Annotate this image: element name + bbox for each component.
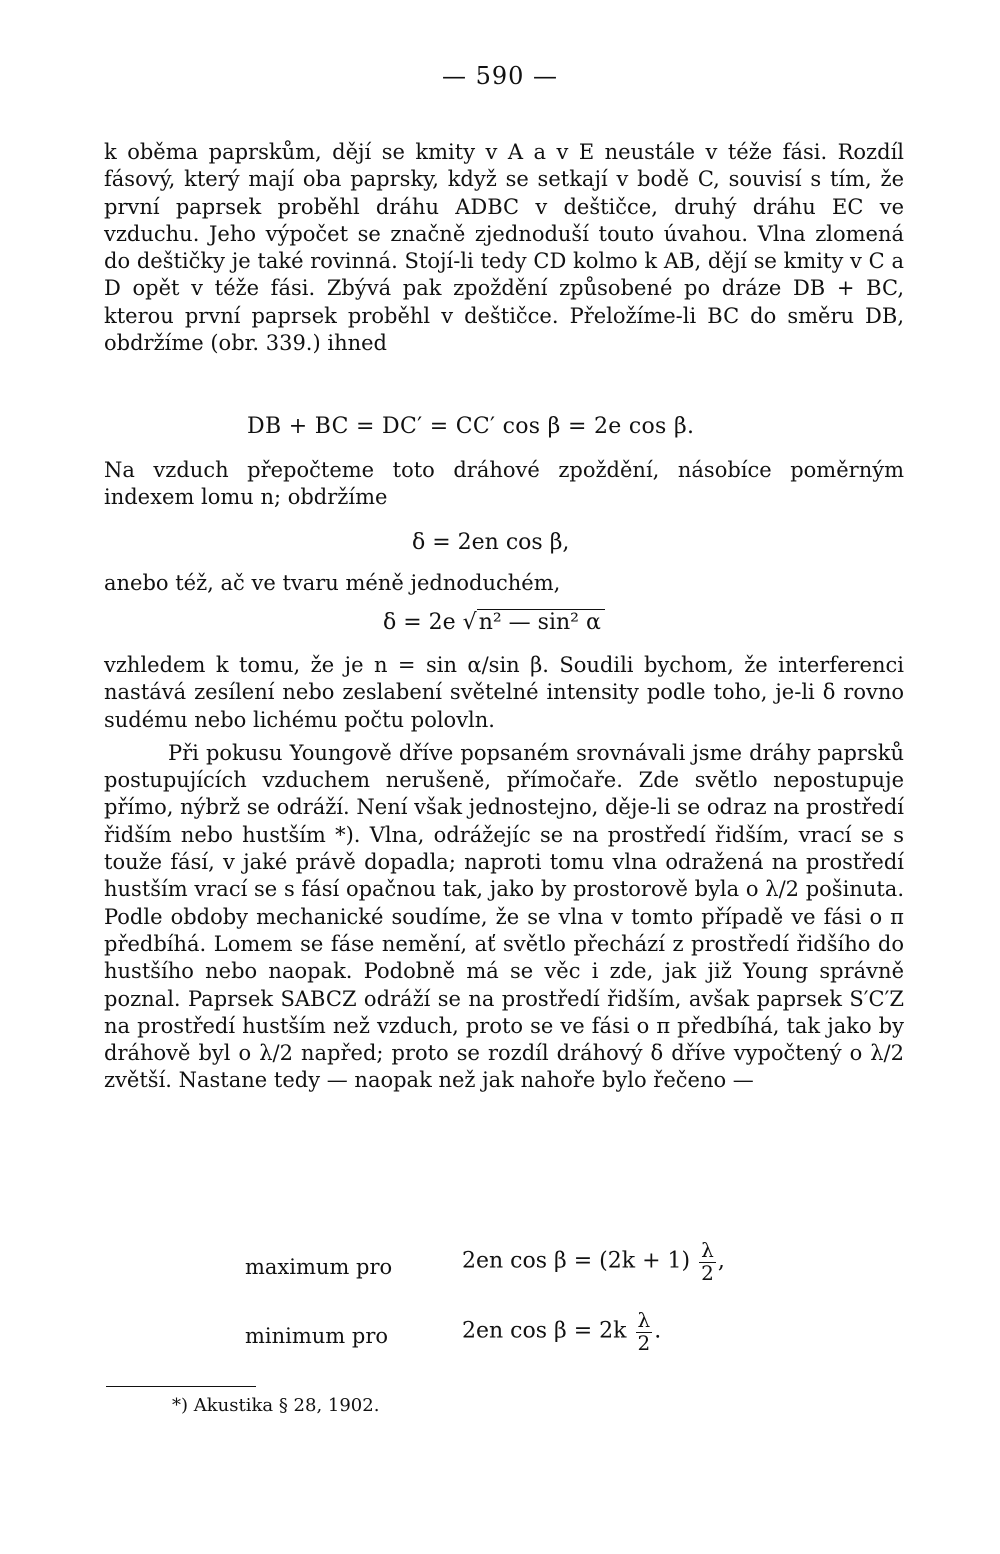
minimum-label: minimum pro <box>245 1324 389 1348</box>
body-text-4 <box>104 652 904 1095</box>
fraction-numerator: λ <box>701 1238 714 1262</box>
paragraph-4: vzhledem k tomu, že je n = sin α/sin β. Soudili bychom, že interferenci nastává zesílení nebo zeslabení světelné intensity podle toho, je-li δ rovno sudému nebo lichému počtu polovln. <box>104 653 904 732</box>
lambda-half-fraction <box>636 1310 653 1353</box>
minimum-formula-text: 2en cos β = 2k <box>462 1318 627 1344</box>
maximum-formula <box>462 1240 725 1283</box>
equation-3-prefix: δ = 2e √ <box>383 610 477 635</box>
body-text-2 <box>104 457 904 512</box>
body-text-3 <box>104 570 904 597</box>
footnote-divider <box>106 1386 256 1387</box>
maximum-label: maximum pro <box>245 1255 393 1279</box>
equation-3 <box>383 610 605 635</box>
maximum-trail: , <box>717 1248 725 1274</box>
paragraph-1: k oběma paprskům, dějí se kmity v A a v E neustále v téže fási. Rozdíl fásový, který mají oba paprsky, když se setkají v bodě C, souvisí s tím, že první paprsek proběhl dráhu ADBC v deštičce, druhý dráhu EC ve vzduchu. Jeho výpočet se značně zjednoduší touto úvahou. Vlna zlomená do deštičky je také rovinná. Stojí-li tedy CD kolmo k AB, dějí se kmity v C a D opět v téže fási. Zbývá pak zpoždění způsobené po dráze DB + BC, kterou první paprsek proběhl v deštičce. Přeložíme-li BC do směru DB, obdržíme (obr. 339.) ihned <box>104 140 904 356</box>
paragraph-2: Na vzduch přepočteme toto dráhové zpoždění, násobíce poměrným indexem lomu n; obdržíme <box>104 458 904 510</box>
minimum-trail: . <box>654 1318 662 1344</box>
minimum-formula <box>462 1310 661 1353</box>
fraction-denominator: 2 <box>637 1331 651 1355</box>
equation-2: δ = 2en cos β, <box>412 530 570 555</box>
page-number: — 590 — <box>441 62 559 90</box>
equation-1: DB + BC = DC′ = CC′ cos β = 2e cos β. <box>247 414 695 439</box>
lambda-half-fraction <box>699 1240 716 1283</box>
body-text-top <box>104 139 904 357</box>
fraction-numerator: λ <box>637 1308 651 1332</box>
maximum-formula-text: 2en cos β = (2k + 1) <box>462 1248 691 1274</box>
equation-3-radicand: n² — sin² α <box>477 609 605 635</box>
fraction-denominator: 2 <box>701 1261 714 1285</box>
footnote: *) Akustika § 28, 1902. <box>172 1395 380 1416</box>
paragraph-3: anebo též, ač ve tvaru méně jednoduchém, <box>104 571 561 595</box>
paragraph-5: Při pokusu Youngově dříve popsaném srovnávali jsme dráhy paprsků postupujících vzduchem nerušeně, přímočaře. Zde světlo nepostupuje přímo, nýbrž se odráží. Není však jednostejno, děje-li se odraz na prostředí řidším nebo hustším *). Vlna, odrážejíc se na prostředí řidším, vrací se s touže fásí, v jaké právě dopadla; naproti tomu vlna odražená na prostředí hustším vrací se s fásí opačnou tak, jako by prostorově byla o λ/2 pošinuta. Podle obdoby mechanické soudíme, že se vlna v tomto případě ve fási o π předbíhá. Lomem se fáse nemění, ať světlo přechází z prostředí řidšího do hustšího nebo naopak. Podobně má se věc i zde, jak již Young správně poznal. Paprsek SABCZ odráží se na prostředí řidším, avšak paprsek S′C′Z na prostředí hustším než vzduch, proto se ve fási o π předbíhá, tak jako by dráhově byl o λ/2 napřed; proto se rozdíl dráhový δ dříve vypočtený o λ/2 zvětší. Nastane tedy — naopak než jak nahoře bylo řečeno — <box>104 740 904 1093</box>
